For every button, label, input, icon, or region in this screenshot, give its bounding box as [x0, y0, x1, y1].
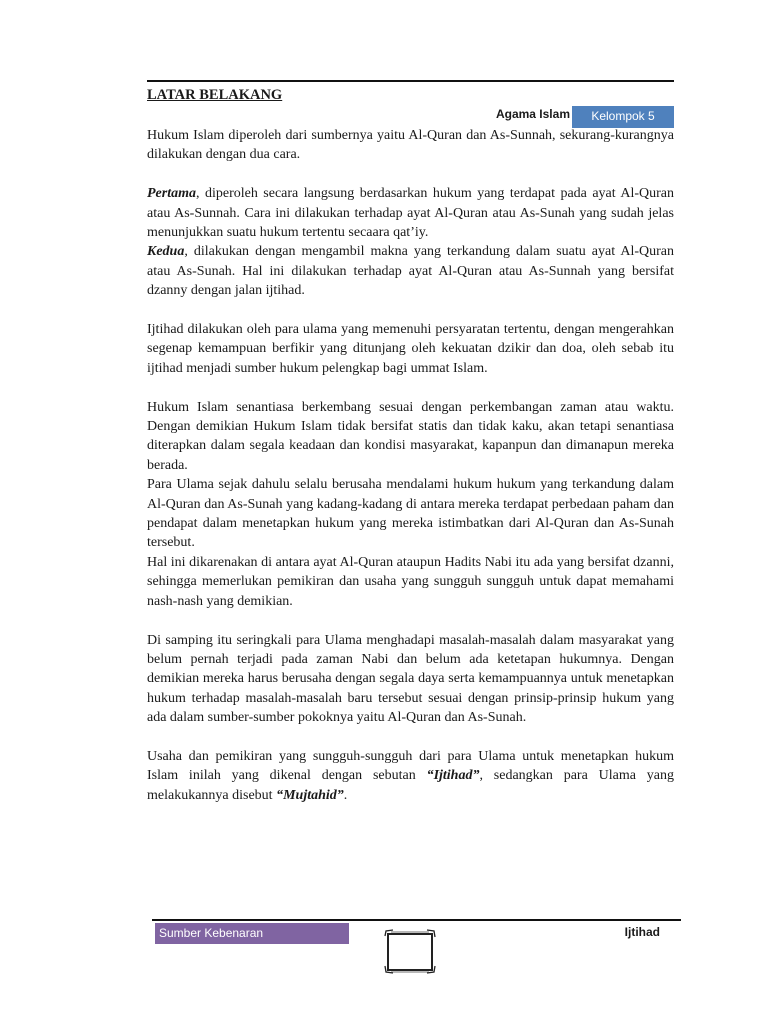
footer-left-label: Sumber Kebenaran — [155, 923, 349, 944]
paragraph — [147, 747, 674, 805]
footer-rule — [152, 919, 681, 921]
header-rule — [147, 80, 674, 82]
term-ijtihad: “Ijtihad” — [426, 768, 480, 784]
paragraph: Hal ini dikarenakan di antara ayat Al-Quran ataupun Hadits Nabi itu ada yang bersifat dzanni, sehingga memerlukan pemikiran dan usaha yang sungguh sungguh untuk dapat memahami nash-nash yang demikian. — [147, 554, 674, 609]
term-mujtahid: “Mujtahid” — [276, 787, 344, 803]
paragraph-text: , diperoleh secara langsung berdasarkan hukum yang terdapat pada ayat Al-Quran atau As-Sunnah. Cara ini dilakukan terhadap ayat Al-Quran atau As-Sunah yang sudah jelas menunjukkan suatu hukum tertentu secaara qat’iy. — [147, 186, 674, 241]
paragraph: Hukum Islam senantiasa berkembang sesuai dengan perkembangan zaman atau waktu. Dengan demikian Hukum Islam tidak bersifat statis dan tidak kaku, akan tetapi senantiasa diterapkan dalam segala keadaan dan kondisi masyarakat, kapanpun dan dimanapun mereka berada. — [147, 399, 674, 473]
page-number-frame-icon — [383, 928, 437, 974]
subject-label: Agama Islam — [495, 107, 570, 121]
paragraph-text: . — [343, 787, 348, 803]
paragraph: Di samping itu seringkali para Ulama menghadapi masalah-masalah dalam masyarakat yang belum pernah terjadi pada zaman Nabi dan belum ada ketetapan hukumnya. Dengan demikian mereka harus berusaha dengan segala daya serta kemampuannya untuk menetapkan hukum terhadap masalah-masalah baru tersebut sesuai dengan prinsip-prinsip hukum yang ada dalam sumber-sumber pokoknya yaitu Al-Quran dan As-Sunah. — [147, 632, 674, 726]
footer-right-label: Ijtihad — [624, 925, 660, 939]
term-kedua: Kedua — [147, 244, 185, 260]
body-text — [147, 126, 674, 805]
group-badge: Kelompok 5 — [572, 106, 674, 128]
paragraph — [147, 242, 674, 300]
paragraph-text: Usaha dan pemikiran yang sungguh-sungguh dari para Ulama untuk menetapkan hukum Islam inilah yang dikenal dengan sebutan — [147, 748, 674, 784]
paragraph-text: , dilakukan dengan mengambil makna yang terkandung dalam suatu ayat Al-Quran atau As-Sunah. Hal ini dilakukan terhadap ayat Al-Quran atau As-Sunnah yang bersifat dzanny dengan jalan ijtihad. — [147, 244, 674, 299]
section-heading: LATAR BELAKANG — [147, 87, 283, 103]
paragraph: Para Ulama sejak dahulu selalu berusaha mendalami hukum hukum yang terkandung dalam Al-Quran dan As-Sunah yang kadang-kadang di antara mereka terdapat perbedaan paham dan pendapat dalam menetapkan hukum yang mereka istimbatkan dari Al-Quran dan As-Sunah tersebut. — [147, 477, 674, 551]
term-pertama: Pertama — [147, 186, 196, 202]
paragraph: Ijtihad dilakukan oleh para ulama yang memenuhi persyaratan tertentu, dengan mengerahkan segenap kemampuan berfikir yang ditunjang oleh kekuatan dzikir dan doa, oleh sebab itu ijtihad menjadi sumber hukum pelengkap bagi ummat Islam. — [147, 322, 674, 376]
paragraph-text: , sedangkan para Ulama yang melakukannya disebut — [147, 768, 674, 803]
paragraph — [147, 184, 674, 242]
paragraph: Hukum Islam diperoleh dari sumbernya yaitu Al-Quran dan As-Sunnah, sekurang-kurangnya dilakukan dengan dua cara. — [147, 128, 674, 163]
